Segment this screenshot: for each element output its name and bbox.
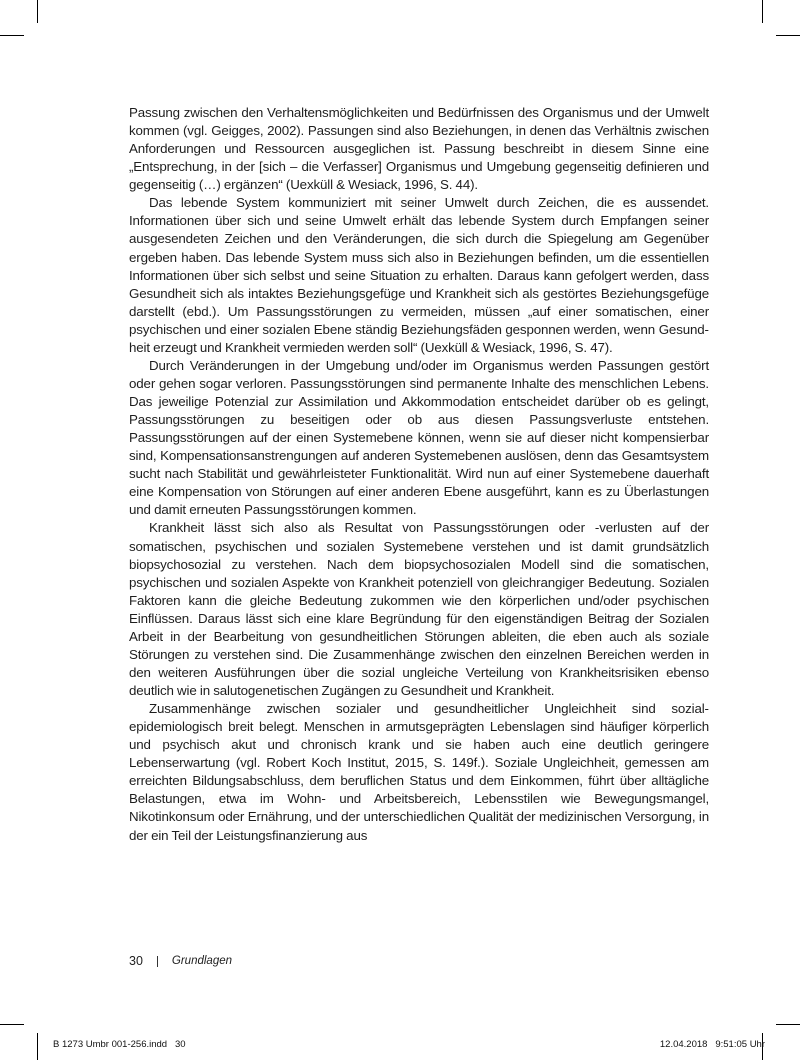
crop-mark-top-left-vertical [37, 0, 38, 23]
print-slug-timestamp: 12.04.2018 9:51:05 Uhr [659, 1039, 765, 1050]
print-slug-file: B 1273 Umbr 001-256.indd 30 [53, 1039, 186, 1050]
crop-mark-bottom-left-horizontal [0, 1024, 24, 1025]
section-title: Grundlagen [171, 955, 233, 967]
paragraph: Das lebende System kommuniziert mit seiner Umwelt durch Zeichen, die es aussendet. Informationen über sich und seine Umwelt erhält das lebende System durch Empfangen seiner ausgesendeten Zeichen und den Veränderungen, die sich durch die Spiegelung am Gegenüber ergeben haben. Das lebende System muss sich also in Beziehungen befinden, um die essentiellen Informationen über sich selbst und seine Situation zu erhalten. Daraus kann gefolgert werden, dass Gesundheit sich als intaktes Beziehungsgefüge und Krankheit sich als gestörtes Beziehungsgefüge darstellt (ebd.). Um Passungsstörungen zu vermeiden, müssen „auf einer somatischen, einer psychischen und einer sozialen Ebene ständig Beziehungsfäden gesponnen werden, wenn Gesundheit erzeugt und Krankheit vermieden werden soll“ (Uexküll & Wesiack, 1996, S. 47). [129, 195, 709, 355]
crop-mark-top-left-horizontal [0, 35, 24, 36]
page-number: 30 [129, 954, 143, 968]
page-footer [129, 954, 232, 968]
crop-mark-top-right-horizontal [776, 35, 800, 36]
body-text [129, 104, 709, 845]
crop-mark-top-right-vertical [762, 0, 763, 23]
paragraph: Zusammenhänge zwischen sozialer und gesundheitlicher Ungleichheit sind sozialepidemiologisch breit belegt. Menschen in armutsgeprägten Lebenslagen sind häufiger körperlich und psychisch akut und chronisch krank und sie haben auch eine deutlich geringere Lebenserwartung (vgl. Robert Koch Institut, 2015, S. 149f.). Soziale Ungleichheit, gemessen am erreichten Bildungsabschluss, dem beruflichen Status und dem Einkommen, führt über alltägliche Belastungen, etwa im Wohn- und Arbeitsbereich, Lebensstilen wie Bewegungsmangel, Nikotinkonsum oder Ernährung, und der unterschiedlichen Qualität der medizinischen Versorgung, in der ein Teil der Leistungsfinanzierung aus [129, 701, 709, 843]
crop-mark-bottom-right-horizontal [776, 1024, 800, 1025]
paragraph: Durch Veränderungen in der Umgebung und/oder im Organismus werden Passungen gestört oder gehen sogar verloren. Passungsstörungen sind permanente Inhalte des menschlichen Lebens. Das jeweilige Potenzial zur Assimilation und Akkommodation entscheidet darüber ob es gelingt, Passungsstörungen zu beseitigen oder ob aus diesen Passungsverluste entstehen. Passungsstörungen auf der einen Systemebene können, wenn sie auf dieser nicht kompensierbar sind, Kompensationsanstrengungen auf anderen Systemebenen auslösen, denn das Gesamtsystem sucht nach Stabilität und gewährleisteter Funktionalität. Wird nun auf einer Systemebene dauerhaft eine Kompensation von Störungen auf einer anderen Ebene ausgeführt, kann es zu Überlastungen und damit erneuten Passungsstörungen kommen. [129, 357, 709, 518]
footer-separator [157, 956, 158, 967]
paragraph: Krankheit lässt sich also als Resultat von Passungsstörungen oder -verlusten auf der somatischen, psychischen und sozialen Systemebene verstehen und ist damit grundsätzlich biopsychosozial zu verstehen. Nach dem biopsychosozialen Modell sind die somatischen, psychischen und sozialen Aspekte von Krankheit potenziell von gleichrangiger Bedeutung. Sozialen Faktoren kann die gleiche Bedeutung zukommen wie den körperlichen und/oder psychischen Einflüssen. Daraus lässt sich eine klare Begründung für den eigenständigen Beitrag der Sozialen Arbeit in der Bearbeitung von gesundheitlichen Störungen ableiten, die eben auch als soziale Störungen zu verstehen sind. Die Zusammenhänge zwischen den einzelnen Bereichen werden in den weiteren Ausführungen über die sozial ungleiche Verteilung von Krankheitsrisiken ebenso deutlich wie in salutogenetischen Zugängen zu Gesundheit und Krankheit. [129, 520, 709, 698]
crop-mark-bottom-left-vertical [37, 1033, 38, 1060]
paragraph: Passung zwischen den Verhaltensmöglichkeiten und Bedürfnissen des Organismus und der Umwelt kommen (vgl. Geigges, 2002). Passungen sind also Beziehungen, in denen das Verhältnis zwischen Anforderungen und Ressourcen ausgeglichen ist. Passung beschreibt in diesem Sinne eine „Entsprechung, in der [sich – die Verfasser] Organismus und Umgebung gegenseitig definieren und gegenseitig (…) ergänzen“ (Uexküll & Wesiack, 1996, S. 44). [129, 105, 709, 193]
